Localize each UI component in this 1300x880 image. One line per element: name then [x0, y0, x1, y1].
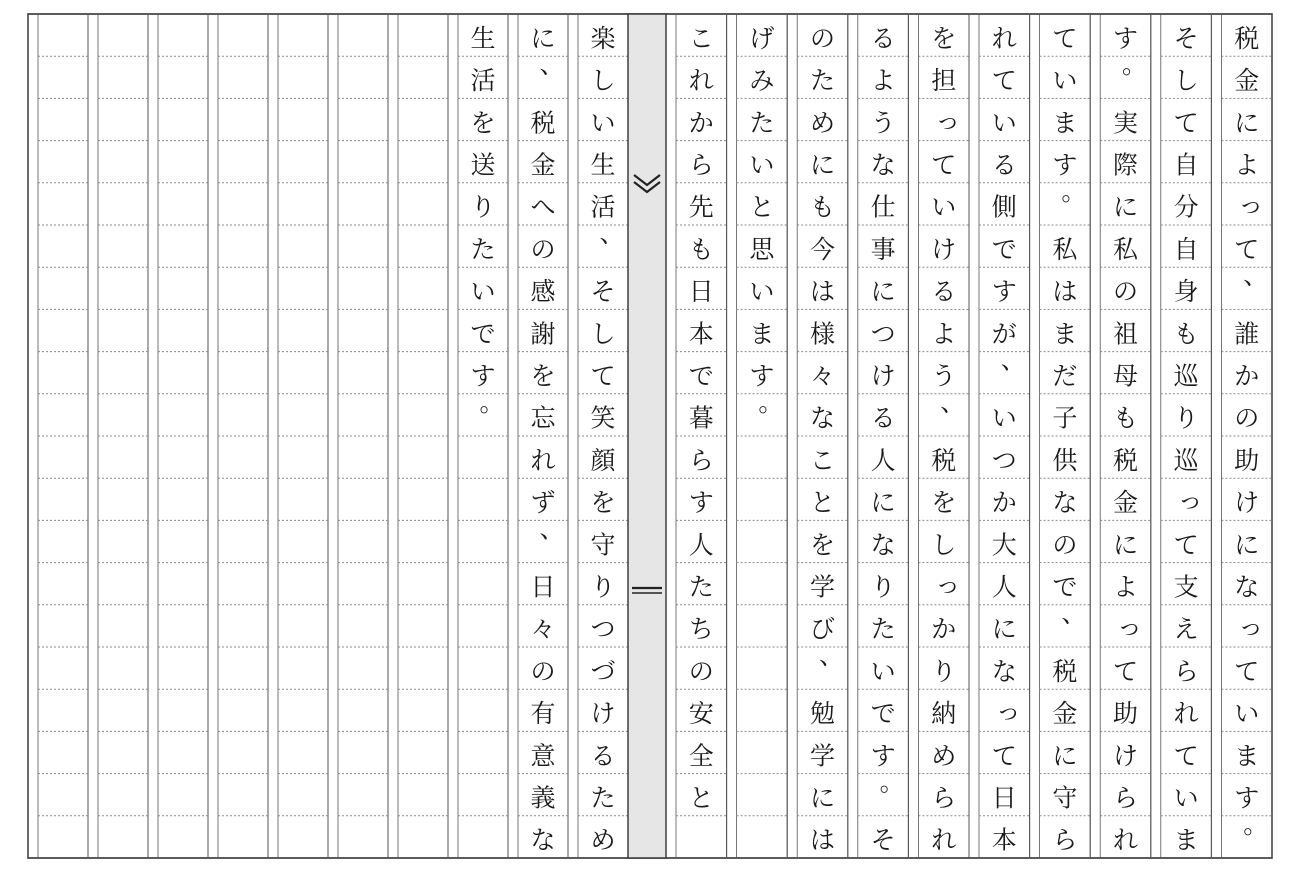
manuscript-char: 日 — [530, 572, 556, 602]
manuscript-char: す — [1112, 23, 1139, 53]
manuscript-char: 義 — [530, 783, 556, 813]
manuscript-char: 様 — [809, 319, 836, 349]
manuscript-char: 税 — [1112, 445, 1139, 475]
manuscript-char: 税 — [931, 445, 957, 475]
manuscript-char: 安 — [688, 699, 714, 729]
manuscript-char: を — [931, 488, 957, 518]
manuscript-char: 子 — [1052, 403, 1078, 433]
manuscript-char: 。 — [758, 387, 784, 417]
manuscript-char: を — [931, 23, 957, 53]
manuscript-char: に — [1112, 192, 1139, 222]
manuscript-char: 活 — [470, 66, 496, 96]
manuscript-char: て — [931, 150, 957, 180]
manuscript-char: て — [1052, 23, 1078, 53]
manuscript-char: 、 — [539, 514, 565, 544]
manuscript-char: 人 — [870, 445, 896, 475]
manuscript-char: 、 — [818, 641, 845, 670]
manuscript-char: け — [1234, 488, 1260, 518]
manuscript-char: っ — [1116, 612, 1143, 642]
manuscript-char: を — [530, 361, 556, 391]
manuscript-char: 、 — [539, 50, 565, 80]
manuscript-char: い — [1052, 66, 1078, 96]
manuscript-char: 私 — [1052, 234, 1078, 264]
manuscript-char: と — [809, 488, 836, 518]
manuscript-char: の — [530, 234, 556, 264]
manuscript-char: で — [688, 361, 714, 391]
manuscript-char: で — [991, 234, 1017, 264]
manuscript-char: 先 — [688, 192, 714, 222]
manuscript-char: 守 — [590, 530, 616, 560]
manuscript-char: へ — [530, 192, 556, 222]
manuscript-char: い — [590, 108, 616, 138]
manuscript-char: が — [991, 319, 1017, 349]
manuscript-char: い — [870, 656, 896, 686]
manuscript-char: 自 — [1173, 234, 1199, 264]
manuscript-char: け — [1112, 741, 1139, 771]
manuscript-char: ら — [931, 783, 957, 813]
manuscript-char: に — [530, 23, 556, 53]
manuscript-char: 有 — [530, 699, 556, 729]
manuscript-char: い — [931, 192, 957, 222]
manuscript-char: の — [1234, 403, 1260, 433]
manuscript-char: て — [1173, 741, 1199, 771]
manuscript-char: る — [870, 23, 896, 53]
manuscript-char: の — [1112, 277, 1139, 307]
manuscript-char: 。 — [1243, 809, 1269, 839]
manuscript-char: ず — [530, 488, 556, 518]
manuscript-char: も — [809, 192, 836, 222]
manuscript-char: た — [688, 572, 714, 602]
manuscript-char: て — [1234, 234, 1260, 264]
manuscript-char: の — [530, 656, 556, 686]
manuscript-char: な — [809, 403, 836, 433]
manuscript-char: 今 — [809, 234, 836, 264]
manuscript-char: た — [590, 783, 616, 813]
manuscript-char: ま — [1234, 741, 1260, 771]
manuscript-char: 事 — [870, 234, 896, 264]
manuscript-char: し — [931, 530, 957, 560]
manuscript-char: ま — [1052, 108, 1078, 138]
manuscript-char: に — [809, 783, 836, 813]
manuscript-char: げ — [749, 23, 775, 53]
manuscript-char: 活 — [590, 192, 616, 222]
manuscript-char: す — [1052, 150, 1078, 180]
manuscript-char: た — [809, 66, 836, 96]
manuscript-char: 。 — [879, 767, 905, 797]
manuscript-char: 税 — [530, 108, 556, 138]
manuscript-char: に — [1052, 741, 1078, 771]
manuscript-char: 々 — [809, 361, 836, 391]
manuscript-char: ら — [1052, 825, 1078, 855]
manuscript-char: 母 — [1112, 361, 1139, 391]
manuscript-char: 。 — [479, 387, 505, 417]
manuscript-char: れ — [1112, 825, 1139, 855]
manuscript-char: だ — [1052, 361, 1078, 391]
manuscript-char: に — [1234, 530, 1260, 560]
manuscript-char: な — [870, 150, 896, 180]
manuscript-char: な — [530, 825, 556, 855]
manuscript-char: 々 — [530, 614, 556, 644]
manuscript-char: ま — [749, 319, 775, 349]
manuscript-char: ち — [688, 614, 714, 644]
manuscript-char: り — [870, 572, 896, 602]
manuscript-char: は — [809, 277, 836, 307]
manuscript-char: ま — [1173, 825, 1199, 855]
manuscript-char: 顔 — [590, 445, 616, 475]
manuscript-char: 税 — [1052, 656, 1078, 686]
manuscript-char: 助 — [1234, 445, 1260, 475]
manuscript-char: め — [590, 825, 616, 855]
manuscript-char: な — [991, 656, 1017, 686]
manuscript-char: の — [1052, 530, 1078, 560]
manuscript-char: ら — [1173, 656, 1199, 686]
manuscript-char: 謝 — [530, 319, 556, 349]
manuscript-char: 守 — [1052, 783, 1078, 813]
manuscript-char: こ — [688, 23, 714, 53]
manuscript-char: か — [991, 488, 1017, 518]
manuscript-char: ら — [688, 150, 714, 180]
manuscript-char: の — [809, 23, 836, 53]
manuscript-char: 分 — [1173, 192, 1199, 222]
manuscript-char: い — [991, 403, 1017, 433]
manuscript-char: も — [688, 234, 714, 264]
manuscript-char: 本 — [991, 825, 1017, 855]
manuscript-char: て — [991, 741, 1017, 771]
manuscript-char: に — [870, 277, 896, 307]
manuscript-char: つ — [870, 319, 896, 349]
manuscript-char: 意 — [530, 741, 556, 771]
manuscript-char: 誰 — [1234, 319, 1260, 349]
manuscript-char: 。 — [1121, 50, 1148, 80]
manuscript-char: ま — [1052, 319, 1078, 349]
manuscript-char: し — [1173, 66, 1199, 96]
manuscript-char: た — [470, 234, 496, 264]
manuscript-char: 際 — [1112, 150, 1139, 180]
manuscript-char: か — [688, 108, 714, 138]
manuscript-char: 金 — [1234, 66, 1260, 96]
manuscript-char: 身 — [1173, 277, 1199, 307]
manuscript-char: ら — [688, 445, 714, 475]
manuscript-char: 私 — [1112, 234, 1139, 264]
manuscript-char: し — [590, 319, 616, 349]
manuscript-char: っ — [935, 569, 961, 599]
manuscript-char: 日 — [688, 277, 714, 307]
manuscript-char: い — [749, 150, 775, 180]
manuscript-char: す — [991, 277, 1017, 307]
manuscript-char: よ — [1112, 572, 1139, 602]
manuscript-char: 学 — [809, 572, 836, 602]
manuscript-char: 全 — [688, 741, 714, 771]
center-gutter — [628, 14, 666, 858]
manuscript-char: 税 — [1234, 23, 1260, 53]
manuscript-char: に — [870, 488, 896, 518]
manuscript-char: る — [590, 741, 616, 771]
manuscript-char: 支 — [1173, 572, 1199, 602]
manuscript-char: 勉 — [809, 699, 836, 729]
manuscript-char: る — [991, 150, 1017, 180]
manuscript-char: い — [991, 108, 1017, 138]
manuscript-char: り — [1173, 403, 1199, 433]
manuscript-char: 、 — [1243, 261, 1269, 291]
manuscript-char: え — [1173, 614, 1199, 644]
manuscript-char: す — [870, 741, 896, 771]
manuscript-char: に — [1112, 530, 1139, 560]
manuscript-char: け — [590, 699, 616, 729]
manuscript-char: け — [870, 361, 896, 391]
manuscript-char: か — [931, 614, 957, 644]
manuscript-char: な — [870, 530, 896, 560]
manuscript-char: 暮 — [688, 403, 714, 433]
manuscript-char: か — [1234, 361, 1260, 391]
manuscript-char: め — [809, 108, 836, 138]
manuscript-char: 、 — [940, 387, 966, 417]
manuscript-char: 供 — [1052, 445, 1078, 475]
manuscript-char: い — [1173, 783, 1199, 813]
manuscript-char: す — [1234, 783, 1260, 813]
manuscript-char: れ — [931, 825, 957, 855]
manuscript-char: そ — [870, 825, 896, 855]
manuscript-char: と — [749, 192, 775, 222]
manuscript-char: 人 — [991, 572, 1017, 602]
manuscript-char: び — [809, 614, 836, 644]
manuscript-char: っ — [1177, 485, 1203, 515]
manuscript-char: 仕 — [870, 192, 896, 222]
manuscript-char: て — [1173, 108, 1199, 138]
manuscript-char: 金 — [530, 150, 556, 180]
manuscript-char: り — [590, 572, 616, 602]
manuscript-char: に — [991, 614, 1017, 644]
manuscript-char: 金 — [1052, 699, 1078, 729]
manuscript-char: た — [749, 108, 775, 138]
manuscript-char: 送 — [470, 150, 496, 180]
manuscript-char: 巡 — [1173, 361, 1199, 391]
manuscript-char: り — [470, 192, 496, 222]
manuscript-char: 生 — [590, 150, 616, 180]
manuscript-char: て — [1112, 656, 1139, 686]
manuscript-char: っ — [1238, 612, 1264, 642]
manuscript-char: 感 — [530, 277, 556, 307]
manuscript-char: 日 — [991, 783, 1017, 813]
manuscript-char: 、 — [599, 219, 625, 248]
manuscript-char: で — [470, 319, 496, 349]
manuscript-char: よ — [931, 319, 957, 349]
manuscript-char: っ — [1238, 190, 1264, 220]
manuscript-char: す — [470, 361, 496, 391]
manuscript-char: い — [749, 277, 775, 307]
manuscript-char: 人 — [688, 530, 714, 560]
manuscript-char: は — [809, 825, 836, 855]
manuscript-char: 学 — [809, 741, 836, 771]
manuscript-char: れ — [1173, 699, 1199, 729]
manuscript-char: 巡 — [1173, 445, 1199, 475]
manuscript-char: 生 — [470, 23, 496, 53]
manuscript-char: っ — [935, 105, 961, 135]
manuscript-char: づ — [590, 656, 616, 686]
manuscript-char: の — [688, 656, 714, 686]
manuscript-char: い — [1234, 699, 1260, 729]
manuscript-char: な — [1234, 572, 1260, 602]
manuscript-char: た — [870, 614, 896, 644]
manuscript-char: い — [470, 277, 496, 307]
manuscript-char: う — [870, 108, 896, 138]
manuscript-char: 金 — [1112, 488, 1139, 518]
manuscript-char: な — [1052, 488, 1078, 518]
manuscript-char: る — [931, 277, 957, 307]
manuscript-char: て — [590, 361, 616, 391]
manuscript-char: を — [470, 108, 496, 138]
manuscript-char: る — [870, 403, 896, 433]
manuscript-char: け — [931, 234, 957, 264]
manuscript-char: 、 — [1061, 598, 1087, 628]
manuscript-char: み — [749, 66, 775, 96]
manuscript-char: 祖 — [1112, 319, 1139, 349]
manuscript-char: を — [809, 530, 836, 560]
manuscript-char: も — [1112, 403, 1139, 433]
manuscript-char: 実 — [1112, 108, 1139, 138]
manuscript-char: 忘 — [530, 403, 556, 433]
manuscript-char: 笑 — [590, 403, 616, 433]
manuscript-char: 楽 — [590, 23, 616, 53]
manuscript-char: も — [1173, 319, 1199, 349]
manuscript-char: 、 — [1000, 345, 1026, 375]
manuscript-char: 自 — [1173, 150, 1199, 180]
manuscript-char: そ — [590, 277, 616, 307]
manuscript-char: れ — [530, 445, 556, 475]
manuscript-char: は — [1052, 277, 1078, 307]
manuscript-char: 。 — [1061, 176, 1087, 206]
manuscript-char: で — [870, 699, 896, 729]
manuscript-char: て — [1234, 656, 1260, 686]
manuscript-char: り — [931, 656, 957, 686]
manuscript-char: 大 — [991, 530, 1017, 560]
manuscript-char: 思 — [749, 234, 775, 264]
manuscript-char: う — [931, 361, 957, 391]
manuscript-char: し — [590, 66, 616, 96]
manuscript-char: 側 — [991, 192, 1017, 222]
manuscript-char: 納 — [931, 699, 957, 729]
manuscript-char: に — [809, 150, 836, 180]
manuscript-char: れ — [688, 66, 714, 96]
manuscript-char: っ — [995, 696, 1021, 726]
manuscript-char: て — [991, 66, 1017, 96]
manuscript-char: す — [749, 361, 775, 391]
manuscript-char: ら — [1112, 783, 1139, 813]
manuscript-char: を — [590, 488, 616, 518]
manuscript-char: に — [1234, 108, 1260, 138]
manuscript-char: 本 — [688, 319, 714, 349]
manuscript-char: こ — [809, 445, 836, 475]
manuscript-char: す — [688, 488, 714, 518]
manuscript-char: つ — [991, 445, 1017, 475]
manuscript-char: つ — [590, 614, 616, 644]
manuscript-char: 担 — [931, 66, 957, 96]
manuscript-char: よ — [1234, 150, 1260, 180]
manuscript-char: と — [688, 783, 714, 813]
gutter-band — [628, 14, 666, 858]
manuscript-char: よ — [870, 66, 896, 96]
manuscript-char: め — [931, 741, 957, 771]
manuscript-char: で — [1052, 572, 1078, 602]
manuscript-char: れ — [991, 23, 1017, 53]
manuscript-char: そ — [1173, 23, 1199, 53]
manuscript-char: 助 — [1112, 699, 1139, 729]
manuscript-char: て — [1173, 530, 1199, 560]
